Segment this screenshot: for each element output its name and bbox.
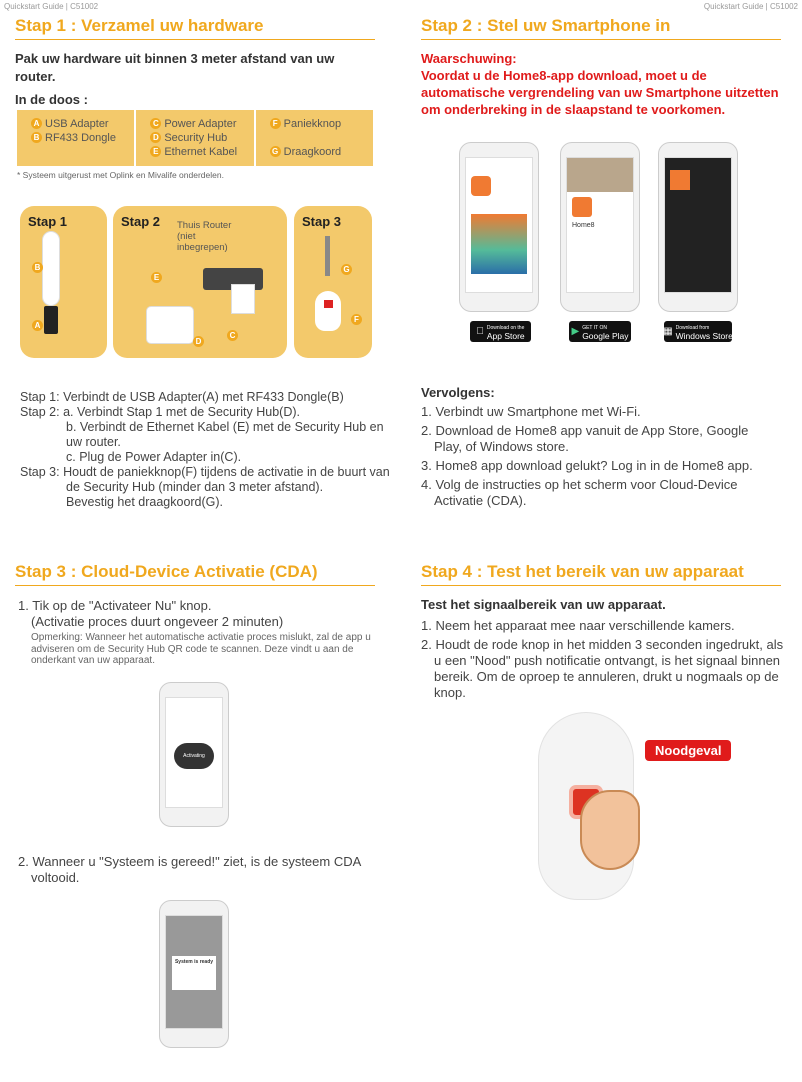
security-hub-image bbox=[146, 306, 194, 344]
panic-button-image bbox=[315, 291, 341, 331]
google-play-small-text: GET IT ON bbox=[582, 324, 608, 331]
s4-steps: 1. Neem het apparaat mee naar verschillende kamers. 2. Houdt de rode knop in het midden 3 seconden ingedrukt, als u een "Nood" push notificatie ontvangt, is het signaal binnen bereik. Om de oproep te annuleren, drukt u nogmaals op de knop. bbox=[421, 618, 784, 700]
system-ready-phone: System is ready bbox=[159, 900, 229, 1048]
section-1-title: Stap 1 : Verzamel uw hardware bbox=[15, 16, 375, 40]
item-c: C Power Adapter bbox=[150, 117, 253, 131]
s3-step2: 2. Wanneer u "Systeem is gereed!" ziet, is de systeem CDA voltooid. bbox=[18, 854, 361, 885]
google-play-icon: ▶ bbox=[571, 326, 580, 337]
google-play-label: Google Play bbox=[582, 330, 629, 341]
item-b: B RF433 Dongle bbox=[31, 131, 134, 145]
section-4-title: Stap 4 : Test het bereik van uw apparaat bbox=[421, 562, 781, 586]
noodgeval-bubble: Noodgeval bbox=[645, 740, 731, 761]
usb-adapter-image bbox=[44, 306, 58, 334]
s1-note: * Systeem uitgerust met Oplink en Mivalife onderdelen. bbox=[17, 170, 224, 180]
s3-note: Opmerking: Wanneer het automatische activatie proces mislukt, zal de app u adviseren om de Security Hub QR code te scannen. Deze vindt u aan de onderkant van uw apparaat. bbox=[31, 632, 371, 666]
panel-stap-3: Stap 3 G F bbox=[294, 206, 372, 358]
hand-icon bbox=[580, 790, 640, 870]
usb-dongle-image bbox=[42, 231, 60, 306]
windows-store-badge[interactable] bbox=[664, 321, 732, 342]
windows-store-small-text: Download from bbox=[675, 324, 710, 331]
router-label: Thuis Router (niet inbegrepen) bbox=[177, 220, 232, 253]
box-label: In de doos : bbox=[15, 92, 88, 107]
app-store-label: App Store bbox=[483, 330, 521, 341]
app-store-small-text: Download on the bbox=[483, 324, 521, 331]
iphone-app-store-screen bbox=[459, 142, 539, 312]
page-header-left: Quickstart Guide | C51002 bbox=[4, 2, 99, 11]
item-f: F Paniekknop bbox=[270, 117, 373, 131]
warning: Waarschuwing: Voordat u de Home8-app download, moet u de automatische vergrendeling van uw Smartphone uitzetten om onderbreking in de slaapstand te voorkomen. bbox=[421, 51, 779, 117]
item-d: D Security Hub bbox=[150, 131, 253, 145]
google-play-badge[interactable] bbox=[569, 321, 631, 342]
panel-stap-1: Stap 1 B A bbox=[20, 206, 107, 358]
section-3-title: Stap 3 : Cloud-Device Activatie (CDA) bbox=[15, 562, 375, 586]
panel-stap-2: Stap 2 Thuis Router (niet inbegrepen) E D C bbox=[113, 206, 287, 358]
s3-step1: 1. Tik op de "Activateer Nu" knop. (Activatie proces duurt ongeveer 2 minuten) bbox=[18, 598, 284, 629]
contents-box bbox=[17, 110, 373, 166]
android-google-play-screen: Home8 bbox=[560, 142, 640, 312]
windows-icon: ▦ bbox=[663, 326, 673, 337]
app-store-badge[interactable] bbox=[470, 321, 531, 342]
power-adapter-image bbox=[231, 284, 255, 314]
next-label: Vervolgens: bbox=[421, 385, 495, 400]
next-steps: 1. Verbindt uw Smartphone met Wi-Fi. 2. Download de Home8 app vanuit de App Store, Google Play, of Windows store. 3. Home8 app download gelukt? Log in in de Home8 app. 4. Volg de instructies op het scherm voor Cloud-Device Activatie (CDA). bbox=[421, 404, 753, 508]
windows-store-screen bbox=[658, 142, 738, 312]
lanyard-image bbox=[325, 236, 330, 276]
item-e: E Ethernet Kabel bbox=[150, 145, 253, 159]
section-2-title: Stap 2 : Stel uw Smartphone in bbox=[421, 16, 781, 40]
s1-steps: Stap 1: Verbindt de USB Adapter(A) met RF433 Dongle(B) Stap 2: a. Verbindt Stap 1 met de Security Hub(D). b. Verbindt de Ethernet Kabel (E) met de Security Hub en uw router. c. Plug de Power Adapter in(C). Stap 3: Houdt de paniekknop(F) tijdens de activatie in de buurt van de Security Hub (minder dan 3 meter afstand). Bevestig het draagkoord(G). bbox=[20, 390, 390, 509]
s1-intro: Pak uw hardware uit binnen 3 meter afstand van uw router. bbox=[15, 51, 335, 84]
item-a: A USB Adapter bbox=[31, 117, 134, 131]
item-g: G Draagkoord bbox=[270, 145, 373, 159]
page-header-right: Quickstart Guide | C51002 bbox=[703, 2, 798, 11]
windows-store-label: Windows Store bbox=[675, 330, 733, 341]
apple-icon bbox=[476, 326, 484, 337]
s4-subtitle: Test het signaalbereik van uw apparaat. bbox=[421, 597, 666, 612]
activation-phone: Activating bbox=[159, 682, 229, 827]
